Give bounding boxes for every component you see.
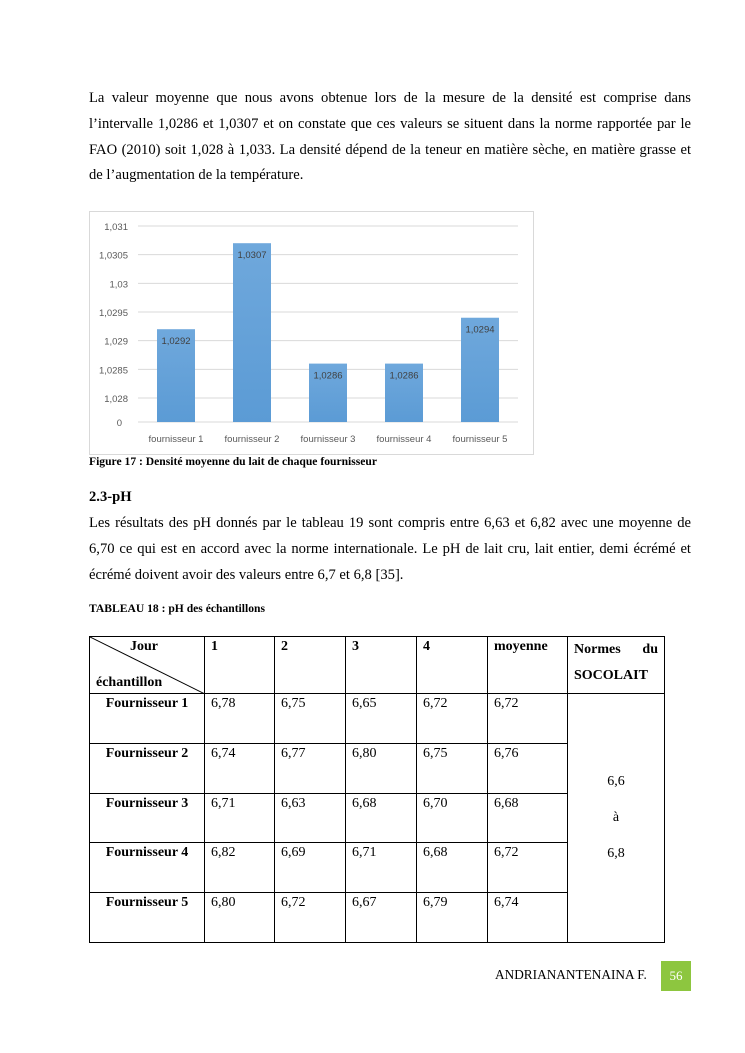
col-header: 1 (205, 637, 275, 694)
bar-value-label: 1,0286 (389, 370, 419, 382)
page-number-badge: 56 (661, 961, 691, 991)
corner-echantillon-label: échantillon (96, 675, 163, 690)
norm-max: 6,8 (607, 846, 625, 861)
y-tick-label: 1,0285 (98, 365, 128, 377)
table-header-row (90, 637, 665, 694)
y-tick-label: 1,028 (104, 394, 128, 405)
y-tick-label: 1,029 (104, 336, 128, 348)
ph-paragraph: Les résultats des pH donnés par le tableau 19 sont compris entre 6,63 et 6,82 avec une moyenne de 6,70 ce qui est en accord avec la norme internationale. Le pH de lait cru, lait entier, demi écrémé et écrémé doivent avoir des valeurs entre 6,7 et 6,8 [35]. (89, 515, 691, 583)
col-header: moyenne (488, 637, 568, 694)
y-zero-label: 0 (116, 418, 122, 429)
table-row (90, 694, 665, 744)
row-label: Fournisseur 4 (90, 843, 205, 893)
table-cell: 6,76 (488, 744, 568, 794)
density-bar-chart (89, 211, 534, 455)
norm-range-cell (568, 694, 665, 943)
table-cell: 6,71 (346, 843, 417, 893)
bar-value-label: 1,0286 (313, 370, 343, 382)
bar-value-label: 1,0307 (237, 250, 267, 262)
y-tick-label: 1,03 (109, 279, 128, 291)
table-cell: 6,65 (346, 694, 417, 744)
intro-paragraph: La valeur moyenne que nous avons obtenue lors de la mesure de la densité est comprise dans l’intervalle 1,0286 et 1,0307 et on constate que ces valeurs se situent dans la norme rapportée par le FAO (2010) soit 1,028 à 1,033. La densité dépend de la teneur en matière sèche, en matière grasse et de l’augmentation de la température. (89, 90, 691, 184)
x-tick-label: fournisseur 2 (224, 434, 280, 445)
col-header: 2 (275, 637, 346, 694)
norm-header-word: du (642, 642, 658, 657)
table-cell: 6,72 (275, 893, 346, 943)
row-label: Fournisseur 3 (90, 794, 205, 843)
bar (233, 243, 271, 422)
table-cell: 6,68 (488, 794, 568, 843)
table-cell: 6,74 (205, 744, 275, 794)
bar-value-label: 1,0292 (161, 336, 191, 348)
norm-separator: à (612, 810, 620, 825)
chart-canvas (90, 212, 535, 456)
section-title: 2.3-pH (89, 489, 132, 505)
footer-author: ANDRIANANTENAINA F. (495, 967, 647, 982)
x-tick-label: fournisseur 5 (452, 434, 508, 445)
table-cell: 6,80 (205, 893, 275, 943)
norm-header-line2: SOCOLAIT (574, 668, 648, 683)
corner-jour-label: Jour (130, 639, 158, 654)
x-tick-label: fournisseur 1 (148, 434, 204, 445)
table-caption: TABLEAU 18 : pH des échantillons (89, 602, 265, 615)
table-cell: 6,77 (275, 744, 346, 794)
table-cell: 6,71 (205, 794, 275, 843)
figure-caption: Figure 17 : Densité moyenne du lait de chaque fournisseur (89, 455, 378, 468)
row-label: Fournisseur 5 (90, 893, 205, 943)
norm-min: 6,6 (607, 774, 625, 789)
row-label: Fournisseur 1 (90, 694, 205, 744)
norm-header (568, 637, 665, 694)
ph-table (89, 636, 665, 943)
col-header: 4 (417, 637, 488, 694)
corner-cell (90, 637, 205, 694)
table-cell: 6,80 (346, 744, 417, 794)
table-cell: 6,70 (417, 794, 488, 843)
table-cell: 6,75 (417, 744, 488, 794)
row-label: Fournisseur 2 (90, 744, 205, 794)
table-cell: 6,78 (205, 694, 275, 744)
table-cell: 6,79 (417, 893, 488, 943)
y-tick-label: 1,031 (104, 222, 128, 233)
table-cell: 6,75 (275, 694, 346, 744)
bar-value-label: 1,0294 (465, 324, 495, 336)
table-cell: 6,63 (275, 794, 346, 843)
table-cell: 6,74 (488, 893, 568, 943)
table-cell: 6,68 (417, 843, 488, 893)
y-tick-label: 1,0305 (98, 250, 128, 262)
x-tick-label: fournisseur 4 (376, 434, 432, 445)
x-tick-label: fournisseur 3 (300, 434, 356, 445)
col-header: 3 (346, 637, 417, 694)
table-cell: 6,72 (488, 694, 568, 744)
table-cell: 6,72 (417, 694, 488, 744)
table-cell: 6,72 (488, 843, 568, 893)
table-cell: 6,67 (346, 893, 417, 943)
table-cell: 6,68 (346, 794, 417, 843)
table-cell: 6,82 (205, 843, 275, 893)
table-cell: 6,69 (275, 843, 346, 893)
norm-header-word: Normes (574, 642, 621, 657)
y-tick-label: 1,0295 (98, 308, 128, 319)
